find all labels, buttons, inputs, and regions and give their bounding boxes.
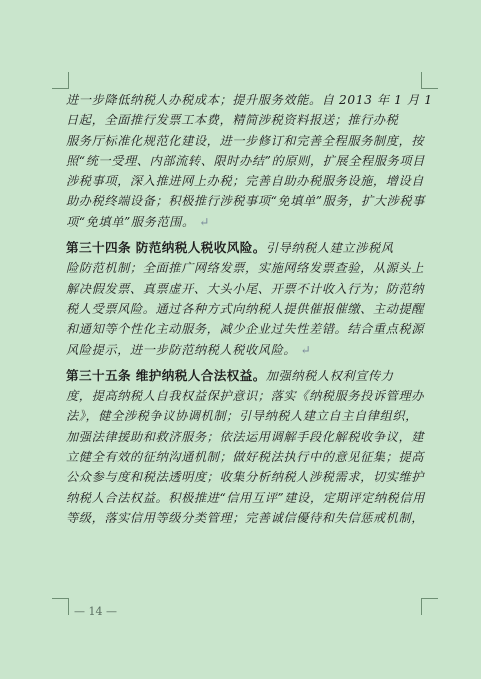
text-line: 项“免填单”服务范围。 ↵ <box>66 214 211 229</box>
paragraph-return-mark: ↵ <box>199 214 211 229</box>
document-body <box>66 90 436 528</box>
text-line: 风险提示，进一步防范纳税人税收风险。 ↵ <box>66 342 312 357</box>
text-line: 和通知等个性化主动服务，减少企业过失性差错。结合重点税源 <box>66 322 425 337</box>
crop-mark-bottom-right <box>421 598 438 615</box>
article-35 <box>66 366 436 528</box>
article-34 <box>66 238 436 360</box>
text-line: 解决假发票、真票虚开、大头小尾、开票不计收入行为；防范纳 <box>66 281 425 296</box>
text-line: 服务厅标准化规范化建设，进一步修订和完善全程服务制度，按 <box>66 133 425 148</box>
text-line: 进一步降低纳税人办税成本；提升服务效能。自 2013 年 1 月 1 <box>66 93 433 107</box>
article-35-heading: 第三十五条 维护纳税人合法权益。 <box>66 367 266 383</box>
text-line: 助办税终端设备；积极推行涉税事项“免填单”服务，扩大涉税事 <box>66 194 425 209</box>
text-line: 公众参与度和税法透明度；收集分析纳税人涉税需求，切实维护 <box>66 470 425 485</box>
text-line: 纳税人合法权益。积极推进“信用互评”建设，定期评定纳税信用 <box>66 490 425 505</box>
text-line: 第三十四条 防范纳税人税收风险。引导纳税人建立涉税风 <box>66 240 394 256</box>
text-line: 税人受票风险。通过各种方式向纳税人提供催报催缴、主动提醒 <box>66 301 425 316</box>
page-number: — 14 — <box>74 605 117 618</box>
paragraph-return-mark: ↵ <box>300 342 312 357</box>
crop-mark-top-left <box>52 72 69 89</box>
text-line: 等级，落实信用等级分类管理；完善诚信優待和失信惩戒机制， <box>66 510 425 525</box>
text-line: 照“统一受理、内部流转、限时办结”的原则，扩展全程服务项目 <box>66 153 425 168</box>
article-34-heading: 第三十四条 防范纳税人税收风险。 <box>66 240 266 256</box>
text-line: 险防范机制；全面推广网络发票，实施网络发票查验，从源头上 <box>66 261 425 276</box>
text-line: 涉税事项，深入推进网上办税；完善自助办税服务设施，增设自 <box>66 174 425 189</box>
text-line: 第三十五条 维护纳税人合法权益。加强纳税人权利宣传力 <box>66 367 394 383</box>
paragraph-service-efficiency <box>66 90 436 232</box>
text-line: 日起，全面推行发票工本费，精简涉税资料报送；推行办税 <box>66 113 399 128</box>
text-line: 法》，健全涉税争议协调机制；引导纳税人建立自主自律组织， <box>66 409 418 424</box>
text-line: 立健全有效的征纳沟通机制；做好税法执行中的意见征集；提高 <box>66 450 425 465</box>
crop-mark-top-right <box>421 72 438 89</box>
text-line: 度，提高纳税人自我权益保护意识；落实《纳税服务投诉管理办 <box>66 389 425 404</box>
crop-mark-bottom-left <box>52 598 69 615</box>
text-line: 加强法律援助和救济服务；依法运用调解手段化解税收争议，建 <box>66 429 425 444</box>
